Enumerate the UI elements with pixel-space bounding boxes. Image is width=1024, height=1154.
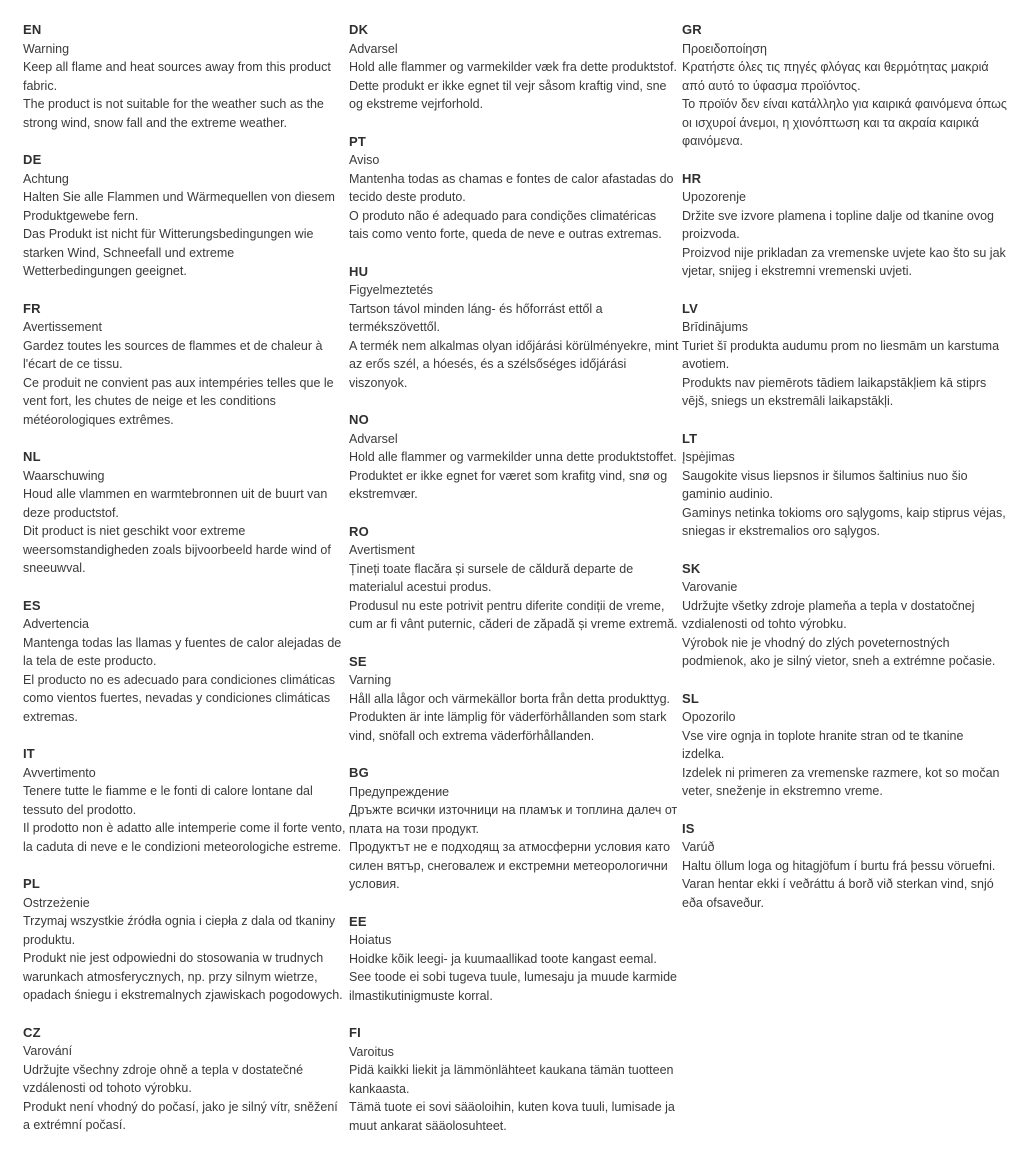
warning-sentence: Hold alle flammer og varmekilder unna dette produktstoffet. [349, 450, 677, 464]
warning-sentence: See toode ei sobi tugeva tuule, lumesaju ja muude karmide ilmastikutinigmuste korral. [349, 970, 677, 1003]
warning-sentence: Produkts nav piemērots tādiem laikapstākļiem kā stiprs vējš, sniegs un ekstremāli laikapstākļi. [682, 375, 987, 408]
warning-sentence: Țineți toate flacăra și sursele de căldură departe de materialul acestui produs. [349, 561, 634, 594]
language-block-de [23, 151, 349, 281]
warning-title: Предупреждение [349, 784, 450, 799]
warning-title: Advarsel [349, 41, 398, 56]
warning-title: Varování [23, 1044, 73, 1058]
language-block-es [23, 597, 349, 727]
language-code: GR [682, 22, 702, 37]
language-code: IS [682, 820, 695, 836]
warning-title: Varúð [682, 840, 715, 854]
language-block-it [23, 745, 349, 856]
language-code: HR [682, 170, 702, 186]
warning-sentence: Držite sve izvore plamena i topline dalje od tkanine ovog proizvoda. [682, 208, 994, 241]
warning-sentence: Ce produit ne convient pas aux intempéries telles que le vent fort, les chutes de neige et les conditions météorologiques extrêmes. [23, 375, 334, 427]
language-column-3 [682, 21, 1010, 931]
language-code: NO [349, 412, 369, 427]
language-column-1 [23, 21, 349, 1154]
language-block-bg [349, 764, 682, 894]
language-code: FI [349, 1025, 361, 1040]
language-code: LV [682, 300, 699, 316]
warning-title: Varovanie [682, 580, 738, 594]
warning-title: Figyelmeztetés [349, 283, 434, 297]
warning-title: Opozorilo [682, 710, 736, 724]
warning-sentence: Houd alle vlammen en warmtebronnen uit de buurt van deze productstof. [23, 487, 328, 520]
language-block-is [682, 820, 1010, 913]
language-block-ro [349, 523, 682, 634]
language-block-dk [349, 21, 682, 114]
warning-sentence: Tämä tuote ei sovi sääoloihin, kuten kova tuuli, lumisade ja muut ankarat sääolosuhteet. [349, 1100, 675, 1133]
language-block-cz [23, 1024, 349, 1135]
language-code: DE [23, 152, 42, 167]
warning-sentence: Дръжте всички източници на пламък и топлина далеч от плата на този продукт. [349, 803, 678, 836]
warning-sentence: Výrobok nie je vhodný do zlých poveternostných podmienok, ako je silný vietor, sneh a extrémne počasie. [682, 635, 996, 668]
warning-sentence: Gardez toutes les sources de flammes et de chaleur à l'écart de ce tissu. [23, 338, 323, 371]
language-block-hu [349, 263, 682, 393]
warning-title: Advarsel [349, 431, 398, 446]
language-block-no [349, 411, 682, 504]
warning-sentence: Haltu öllum loga og hitagjöfum í burtu frá þessu vöruefni. [682, 858, 996, 873]
language-block-pt [349, 133, 682, 244]
warning-sentence: Halten Sie alle Flammen und Wärmequellen von diesem Produktgewebe fern. [23, 190, 335, 223]
warning-sentence: The product is not suitable for the weather such as the strong wind, snow fall and the extreme weather. [23, 97, 324, 130]
warning-sentence: Hold alle flammer og varmekilder væk fra dette produktstof. [349, 60, 677, 74]
language-code: SK [682, 560, 701, 576]
language-block-gr [682, 21, 1010, 151]
language-code: ES [23, 597, 41, 613]
warning-title: Advertencia [23, 617, 90, 631]
warning-title: Varoitus [349, 1044, 394, 1059]
language-code: PT [349, 133, 367, 149]
warning-sentence: Produkten är inte lämplig för väderförhållanden som stark vind, snöfall och extrema väderförhållanden. [349, 710, 667, 743]
warning-sentence: Proizvod nije prikladan za vremenske uvjete kao što su jak vjetar, snijeg i ekstremni vremenski uvjeti. [682, 245, 1006, 278]
warning-sentence: Das Produkt ist nicht für Witterungsbedingungen wie starken Wind, Schneefall und extreme Wetterbedingungen geeignet. [23, 227, 314, 278]
language-block-lv [682, 300, 1010, 411]
warning-title: Avvertimento [23, 765, 96, 780]
language-block-fr [23, 300, 349, 430]
language-block-sk [682, 560, 1010, 671]
warning-sentence: Hoidke kõik leegi- ja kuumaallikad toote kangast eemal. [349, 951, 657, 966]
language-block-sl [682, 690, 1010, 801]
warning-sentence: Varan hentar ekki í veðráttu á borð við sterkan vind, snjó eða ofsaveður. [682, 877, 994, 910]
language-block-se [349, 653, 682, 746]
warning-sentence: Produktet er ikke egnet for været som krafitg vind, snø og ekstremvær. [349, 468, 668, 501]
language-code: HU [349, 263, 369, 279]
language-code: FR [23, 300, 41, 316]
warning-sentence: Turiet šī produkta audumu prom no liesmām un karstuma avotiem. [682, 338, 1000, 371]
warning-sentence: Produkt není vhodný do počasí, jako je silný vítr, sněžení a extrémní počasí. [23, 1099, 338, 1132]
language-block-en [23, 21, 349, 132]
language-block-nl [23, 448, 349, 578]
language-code: SL [682, 690, 700, 706]
language-code: EE [349, 913, 367, 929]
language-code: RO [349, 523, 369, 539]
warning-title: Ostrzeżenie [23, 895, 90, 910]
language-block-ee [349, 913, 682, 1006]
warning-sentence: Vse vire ognja in toplote hranite stran od te tkanine izdelka. [682, 728, 964, 761]
warning-sentence: Mantenha todas as chamas e fontes de calor afastadas do tecido deste produto. [349, 171, 674, 204]
warning-sentence: Продуктът не е подходящ за атмосферни условия като силен вятър, снеговалеж и екстремни метеорологични условия. [349, 840, 671, 891]
warning-sentence: Tenere tutte le fiamme e le fonti di calore lontane dal tessuto del prodotto. [23, 784, 313, 817]
language-block-pl [23, 875, 349, 1005]
language-block-fi [349, 1024, 682, 1135]
language-code: CZ [23, 1024, 41, 1040]
warning-title: Upozorenje [682, 190, 746, 204]
warning-title: Brīdinājums [682, 320, 748, 334]
warning-sentence: Saugokite visus liepsnos ir šilumos šaltinius nuo šio gaminio audinio. [682, 468, 968, 501]
warning-sentence: El producto no es adecuado para condiciones climáticas como vientos fuertes, nevadas y condiciones climáticas extremas. [23, 672, 335, 724]
warning-title: Įspėjimas [682, 450, 735, 464]
warning-sentence: Κρατήστε όλες τις πηγές φλόγας και θερμότητας μακριά από αυτό το ύφασμα προϊόντος. [682, 60, 989, 93]
warning-sentence: Mantenga todas las llamas y fuentes de calor alejadas de la tela de este producto. [23, 635, 342, 668]
warning-sentence: Produkt nie jest odpowiedni do stosowania w trudnych warunkach atmosferycznych, np. przy silnym wietrze, opadach śniegu i ekstremalnych zjawiskach pogodowych. [23, 951, 343, 1002]
warning-sentence: Trzymaj wszystkie źródła ognia i ciepła z dala od tkaniny produktu. [23, 914, 336, 947]
warning-title: Hoiatus [349, 933, 392, 947]
warning-sentence: Produsul nu este potrivit pentru diferite condiții de vreme, cum ar fi vânt puternic, căderi de zăpadă și vreme extremă. [349, 598, 678, 631]
warning-title: Προειδοποίηση [682, 41, 767, 56]
warning-title: Avertissement [23, 320, 102, 334]
warning-title: Waarschuwing [23, 468, 105, 483]
warning-title: Warning [23, 41, 70, 56]
warning-sentence: A termék nem alkalmas olyan időjárási körülményekre, mint az erős szél, a hóesés, és a szélsőséges időjárási viszonyok. [349, 338, 679, 390]
warning-sentence: Το προϊόν δεν είναι κατάλληλο για καιρικά φαινόμενα όπως οι ισχυροί άνεμοι, η χιονόπτωση και τα ακραία καιρικά φαινόμενα. [682, 97, 1007, 148]
language-code: NL [23, 449, 41, 464]
warning-title: Avertisment [349, 543, 415, 557]
language-code: LT [682, 430, 698, 446]
warning-sentence: Izdelek ni primeren za vremenske razmere, kot so močan veter, sneženje in ekstremno vreme. [682, 765, 1000, 798]
warning-sentence: Keep all flame and heat sources away from this product fabric. [23, 60, 331, 93]
language-code: EN [23, 22, 42, 37]
warning-title: Aviso [349, 153, 380, 167]
language-code: PL [23, 876, 41, 891]
warning-sentence: Gaminys netinka tokioms oro sąlygoms, kaip stiprus vėjas, sniegas ir ekstremalios oro sąlygos. [682, 505, 1006, 538]
warning-sentence: Il prodotto non è adatto alle intemperie come il forte vento, la caduta di neve e le condizioni meteorologiche estreme. [23, 821, 346, 854]
warning-sentence: Tartson távol minden láng- és hőforrást ettől a termékszövettől. [349, 301, 603, 334]
language-code: IT [23, 746, 35, 761]
warning-sentence: Dette produkt er ikke egnet til vejr såsom kraftig vind, sne og ekstreme vejrforhold. [349, 78, 667, 111]
language-column-2 [349, 21, 682, 1154]
language-code: DK [349, 22, 369, 37]
warning-sentence: Håll alla lågor och värmekällor borta från detta produkttyg. [349, 691, 670, 706]
language-block-hr [682, 170, 1010, 281]
warning-title: Varning [349, 673, 392, 687]
warning-sentence: Udržujte všechny zdroje ohně a tepla v dostatečné vzdálenosti od tohoto výrobku. [23, 1062, 304, 1095]
language-block-lt [682, 430, 1010, 541]
warning-sentence: Udržujte všetky zdroje plameňa a tepla v dostatočnej vzdialenosti od tohto výrobku. [682, 598, 975, 631]
warning-sentence: O produto não é adequado para condições climatéricas tais como vento forte, queda de neve e outras extremas. [349, 208, 662, 241]
warning-sentence: Dit product is niet geschikt voor extreme weersomstandigheden zoals bijvoorbeeld harde wind of sneeuwval. [23, 524, 331, 575]
warning-title: Achtung [23, 171, 69, 186]
warning-sentence: Pidä kaikki liekit ja lämmönlähteet kaukana tämän tuotteen kankaasta. [349, 1063, 674, 1096]
language-code: SE [349, 653, 367, 669]
language-code: BG [349, 765, 369, 780]
